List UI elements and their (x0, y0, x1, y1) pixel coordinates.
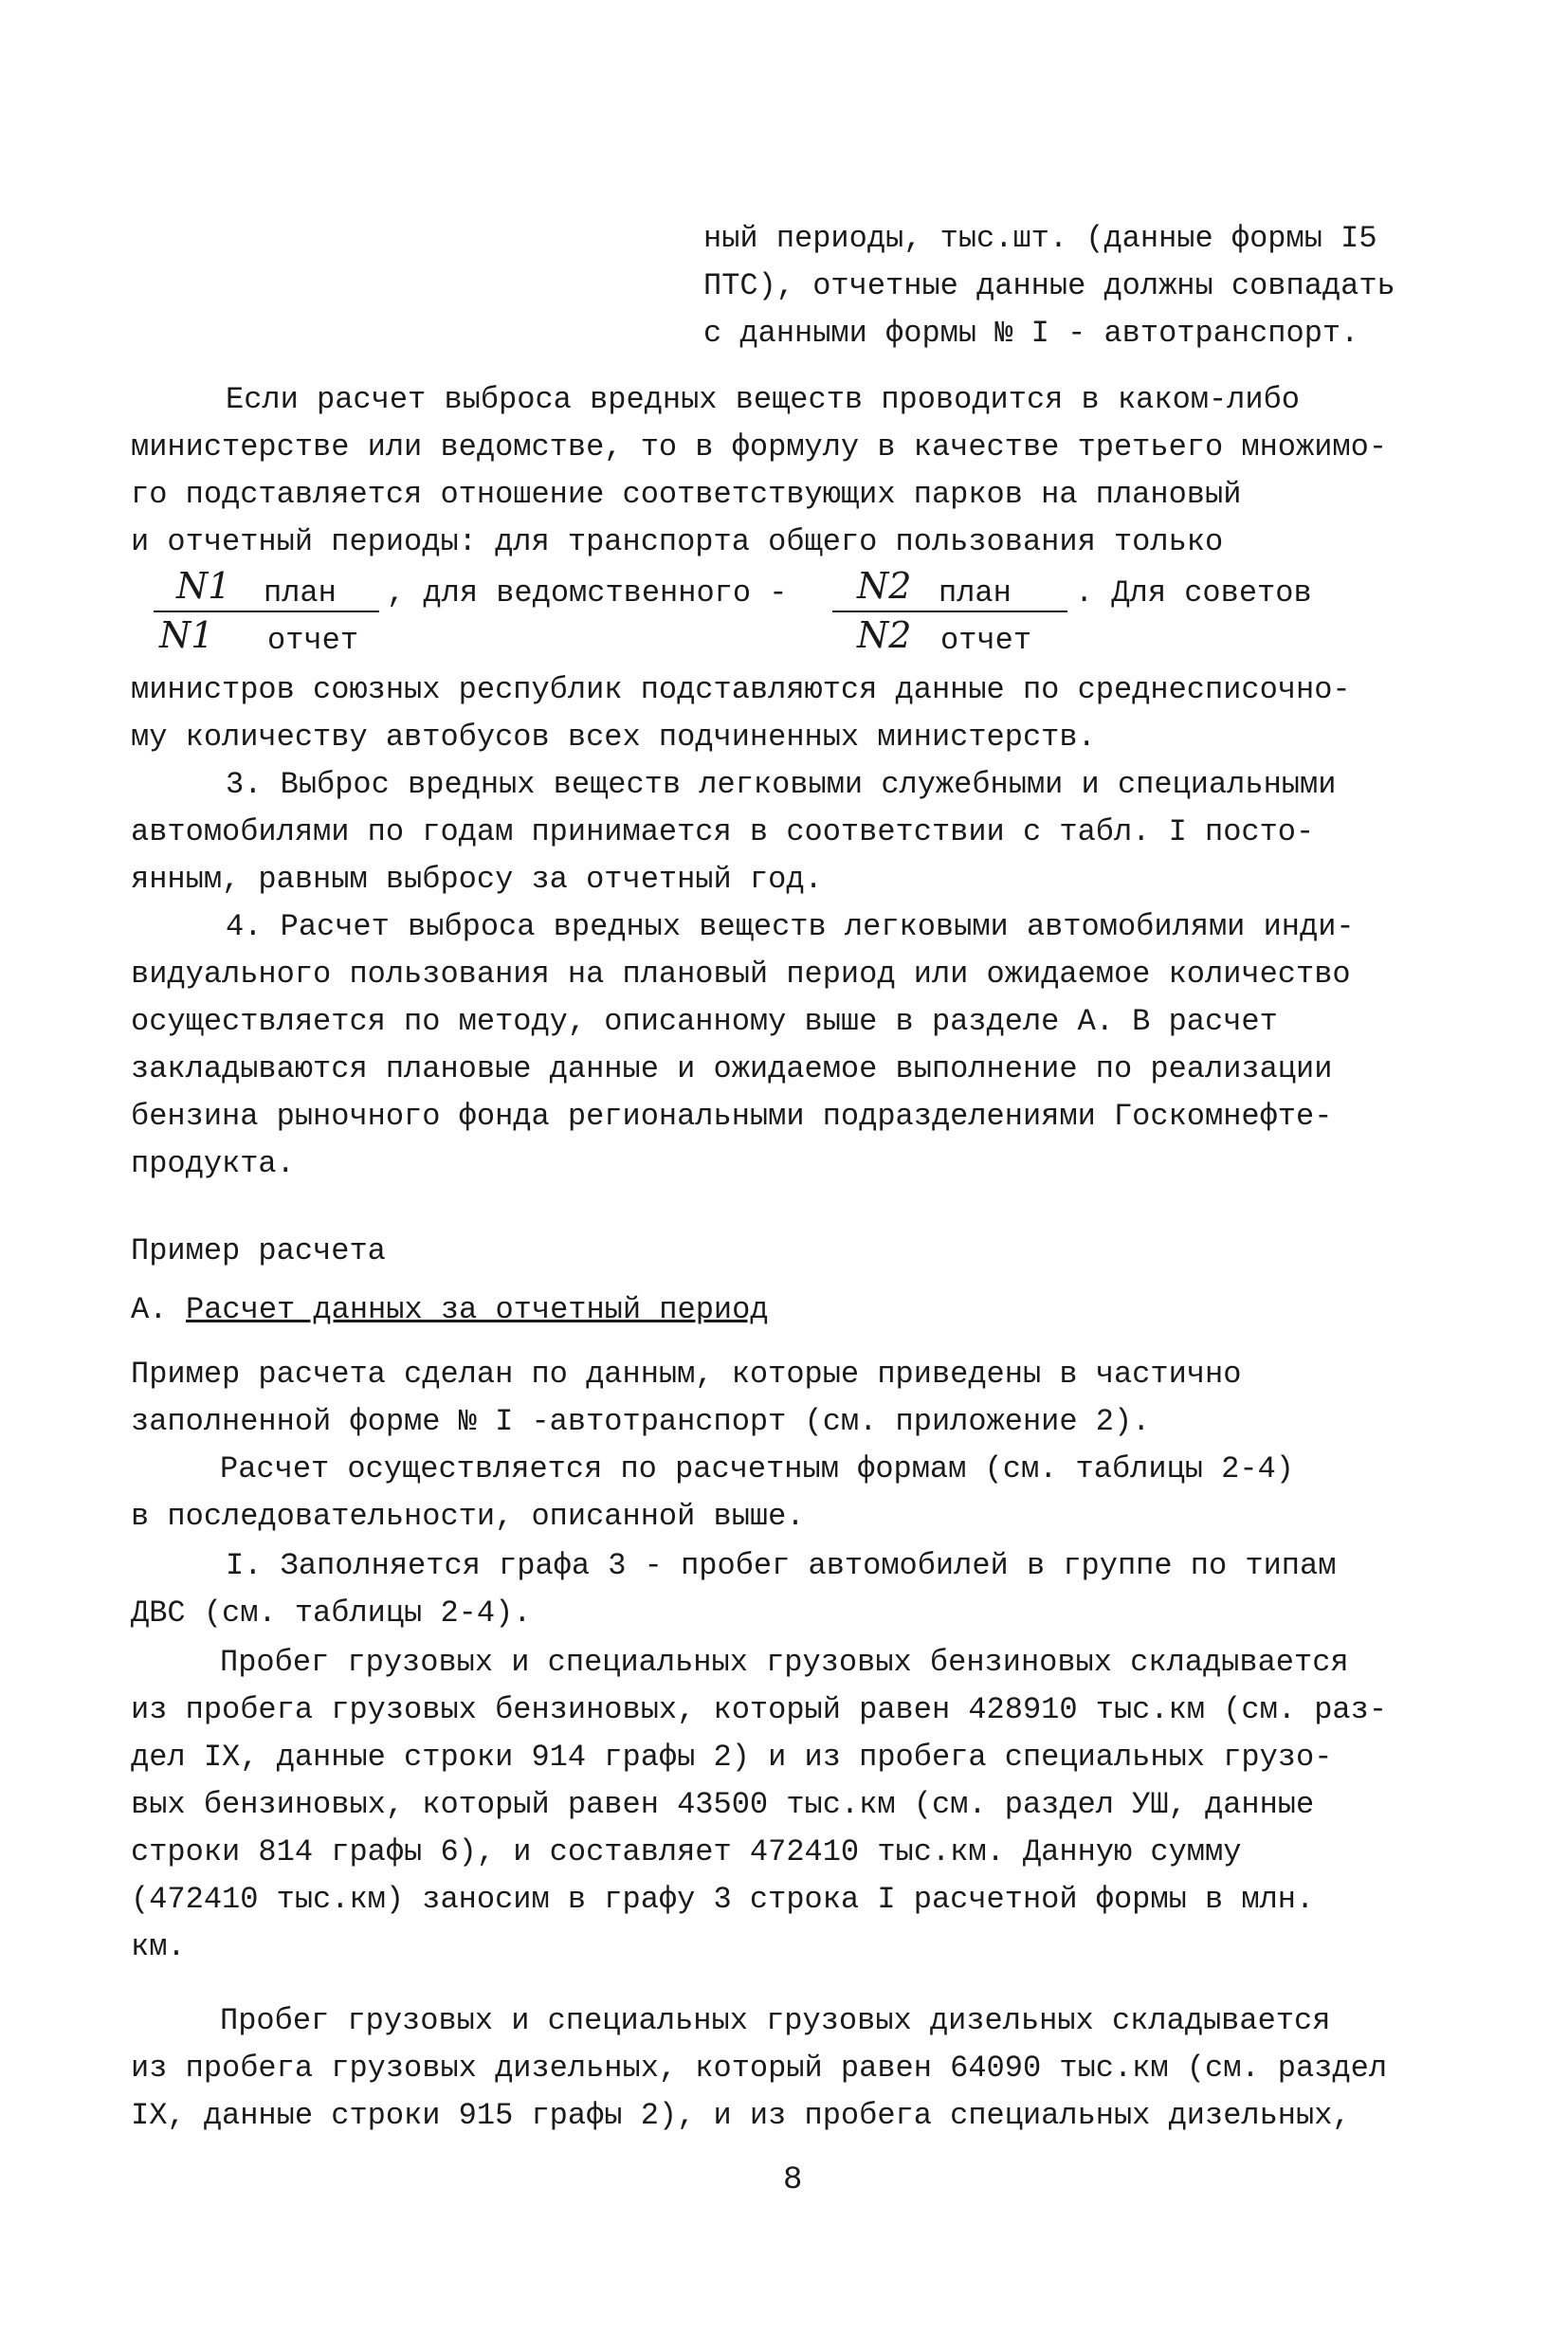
text-line: му количеству автобусов всех подчиненных министерств. (131, 720, 1096, 755)
text-line: вых бензиновых, который равен 43500 тыс.км (см. раздел УШ, данные (131, 1787, 1315, 1822)
fraction-bar (154, 611, 379, 612)
text-line: (472410 тыс.км) заносим в графу 3 строка I расчетной формы в млн. (131, 1882, 1315, 1917)
text-line: заполненной форме № I -автотранспорт (см. приложение 2). (131, 1404, 1151, 1439)
text-line: км. (131, 1929, 186, 1964)
text-line: ный периоды, тыс.шт. (данные формы I5 (703, 221, 1377, 256)
example-heading: Пример расчета (131, 1233, 386, 1268)
text-line: министров союзных республик подставляются данные по среднесписочно- (131, 672, 1351, 707)
text-line: 3. Выброс вредных веществ легковыми служебными и специальными (226, 767, 1337, 802)
text-line: IX, данные строки 915 графы 2), и из пробега специальных дизельных, (131, 2098, 1351, 2133)
text-line: автомобилями по годам принимается в соответствии с табл. I посто- (131, 814, 1315, 849)
text-line: в последовательности, описанной выше. (131, 1499, 805, 1534)
text-line: продукта. (131, 1146, 295, 1181)
text-line: из пробега грузовых бензиновых, который равен 428910 тыс.км (см. раз- (131, 1692, 1388, 1727)
plan-label: план (264, 575, 337, 611)
text-line: Расчет осуществляется по расчетным формам (см. таблицы 2-4) (220, 1451, 1294, 1486)
text-line: с данными формы № I - автотранспорт. (703, 316, 1359, 351)
text-line: министерстве или ведомстве, то в формулу в качестве третьего множимо- (131, 429, 1388, 465)
text-line: I. Заполняется графа 3 - пробег автомобилей в группе по типам (226, 1548, 1337, 1583)
fraction-bar (832, 611, 1067, 612)
text-line: Пробег грузовых и специальных грузовых бензиновых складывается (220, 1645, 1349, 1680)
text-line: Пример расчета сделан по данным, которые приведены в частично (131, 1357, 1242, 1392)
plan-label: план (939, 575, 1012, 611)
section-a-prefix: А. (131, 1292, 168, 1327)
section-a-title: Расчет данных за отчетный период (186, 1292, 769, 1327)
text-line: Пробег грузовых и специальных грузовых дизельных складывается (220, 2003, 1331, 2038)
text-line: . Для советов (1075, 575, 1312, 611)
text-line: Если расчет выброса вредных веществ проводится в каком-либо (226, 382, 1300, 417)
text-line: строки 814 графы 6), и составляет 472410 тыс.км. Данную сумму (131, 1834, 1242, 1869)
text-line: го подставляется отношение соответствующих парков на плановый (131, 477, 1242, 512)
text-line: бензина рыночного фонда региональными подразделениями Госкомнефте- (131, 1099, 1333, 1134)
page-number: 8 (783, 2162, 803, 2198)
text-line: 4. Расчет выброса вредных веществ легковыми автомобилями инди- (226, 909, 1355, 944)
text-line: осуществляется по методу, описанному выше в разделе А. В расчет (131, 1004, 1278, 1039)
text-line: из пробега грузовых дизельных, который равен 64090 тыс.км (см. раздел (131, 2051, 1388, 2086)
text-line: видуального пользования на плановый период или ожидаемое количество (131, 957, 1351, 992)
text-line: закладываются плановые данные и ожидаемое выполнение по реализации (131, 1051, 1333, 1086)
text-line: и отчетный периоды: для транспорта общего пользования только (131, 524, 1224, 559)
report-label: отчет (940, 623, 1032, 658)
text-line: янным, равным выбросу за отчетный год. (131, 862, 823, 897)
n2-denominator: N2 (857, 614, 912, 656)
report-label: отчет (267, 623, 359, 658)
n1-denominator: N1 (159, 614, 214, 656)
n1-numerator: N1 (176, 565, 231, 607)
n2-numerator: N2 (857, 565, 912, 607)
text-line: дел IX, данные строки 914 графы 2) и из пробега специальных грузо- (131, 1740, 1333, 1775)
text-line: ДВС (см. таблицы 2-4). (131, 1595, 532, 1631)
text-line: ПТС), отчетные данные должны совпадать (703, 268, 1395, 303)
text-line: , для ведомственного - (387, 575, 788, 611)
